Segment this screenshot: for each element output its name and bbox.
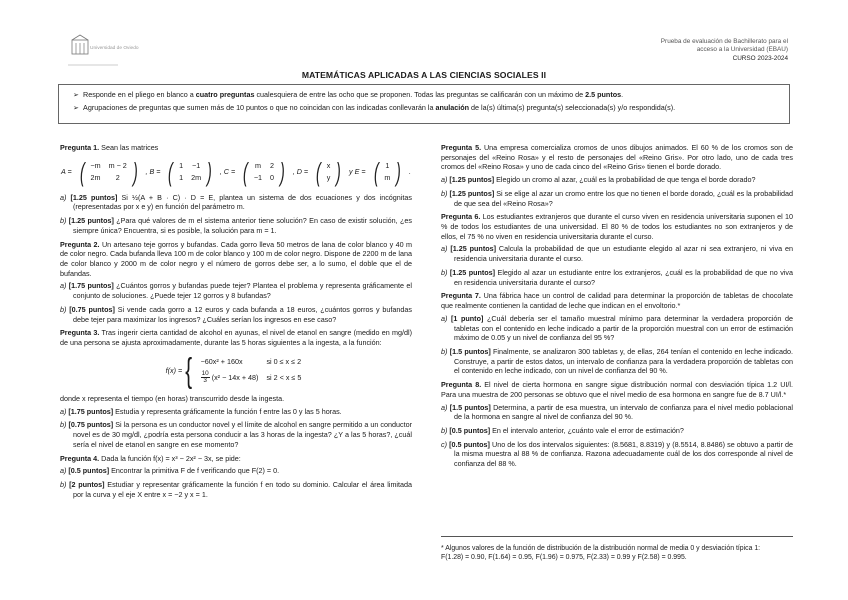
points-badge: [0.5 puntos]	[449, 439, 490, 449]
instruction-1-pre: Responde en el pliego en blanco a	[83, 90, 196, 99]
question-6-part-a	[441, 244, 793, 263]
question-5-intro: Una empresa comercializa cromos de unos dibujos animados. El 60 % de los cromos son de personajes del «Reino Rosa» y el resto de personajes del «Reino Gris». Por otro lado, uno de cada tres cromos del «Reino Rosa» y uno de cada cinco del «Reino Gris» tienen el borde dorado.	[441, 143, 793, 172]
question-8-part-a	[441, 403, 793, 422]
points-badge: [2 puntos]	[69, 479, 105, 489]
question-8-part-b	[441, 426, 793, 436]
matrix-d: ( x y )	[316, 156, 342, 187]
instruction-1-mid: cualesquiera de entre las ocho que se proponen. Todas las preguntas se calificarán con un máximo de	[254, 90, 586, 99]
question-8-part-c	[441, 440, 793, 469]
question-4-part-a	[60, 466, 412, 476]
question-2-heading: Pregunta 2.	[60, 239, 100, 249]
arrow-icon: ➢	[73, 102, 84, 112]
points-badge: [0.75 puntos]	[68, 420, 114, 430]
function-name: f(x) =	[165, 366, 183, 375]
matrix-b-cell: 1	[179, 172, 184, 182]
matrix-c: ( m 2 −1 0 )	[243, 156, 285, 187]
instruction-1-bold: cuatro preguntas	[195, 90, 255, 99]
matrix-b: ( 1 −1 1 2m )	[168, 156, 212, 187]
points-badge: [1.75 puntos]	[68, 281, 114, 291]
matrix-c-cell: 0	[270, 172, 275, 182]
institution-line-1: Prueba de evaluación de Bachillerato para el	[660, 38, 788, 45]
matrix-b-name: , B =	[145, 166, 161, 176]
matrix-a-name: A =	[61, 166, 72, 176]
question-7-part-a	[441, 314, 793, 343]
question-2	[60, 240, 412, 279]
question-7-part-b	[441, 347, 793, 376]
part-text: ¿Para qué valores de m el sistema anterior tiene solución? En caso de existir solución, ¿es siempre única? Encuentra, si es posible, la solución para m = 1.	[73, 216, 413, 235]
question-8-intro: El nivel de cierta hormona en sangre sigue distribución normal con desviación típica 1.2 UI/l. Para una muestra de 200 personas se obtuvo que el nivel medio de esa hormona en sangre fue de 8.7 UI/l.*	[441, 380, 793, 399]
part-text: Finalmente, se analizaron 300 tabletas y, de ellas, 264 tenían el contenido en leche indicado. Construye, a partir de estos datos, un intervalo de confianza para la verdadera proporción de tabletas con el contenido en leche indicado, con un nivel de confianza del 90 %.	[454, 346, 794, 376]
case-2-condition: si 2 < x ≤ 5	[266, 372, 302, 382]
function-cases	[196, 354, 307, 388]
matrix-e: ( 1 m )	[373, 156, 402, 187]
question-4	[60, 454, 412, 464]
points-badge: [0.5 puntos]	[449, 425, 491, 435]
points-badge: [1.25 puntos]	[449, 175, 495, 185]
question-6-intro: Los estudiantes extranjeros que durante el curso viven en residencia universitaria suponen el 10 % de todos los estudiantes de una universidad. El 80 % de todos los estudiantes no son extranjeros y de ellos, el 75 % no viven en residencia universitaria durante el curso.	[441, 212, 793, 241]
part-text: Estudiar y representar gráficamente la función f en todo su dominio. Calcular el área limitada por la curva y el eje X entre x = −2 y x = 1.	[73, 479, 413, 499]
case-2-expression: (x² − 14x + 48)	[211, 372, 259, 382]
part-label: a)	[441, 402, 448, 412]
question-5	[441, 143, 793, 172]
university-logo	[66, 34, 139, 68]
question-6	[441, 212, 793, 241]
instruction-1	[73, 90, 775, 100]
course-label: CURSO 2023-2024	[732, 54, 788, 62]
part-label: c)	[441, 439, 447, 449]
part-text: Estudia y representa gráficamente la función f entre las 0 y las 5 horas.	[113, 406, 342, 416]
instruction-2-post: de la(s) última(s) pregunta(s) seleccionada(s) y/o respondida(s).	[469, 102, 676, 112]
matrix-b-cell: 1	[179, 161, 184, 170]
question-5-heading: Pregunta 5.	[441, 143, 482, 152]
part-text: Calcula la probabilidad de que un estudiante elegido al azar ni sea extranjero, ni viva en residencia universitaria durante el curso.	[454, 244, 793, 264]
part-text: Si ½(A + B · C) · D = E, plantea un sistema de dos ecuaciones y dos incógnitas (representadas por x e y) en función del parámetro m.	[73, 192, 412, 212]
points-badge: [0.5 puntos]	[68, 466, 110, 476]
question-8	[441, 380, 793, 399]
part-text: Si vende cada gorro a 12 euros y cada bufanda a 18 euros, ¿cuántos gorros y bufandas debe tejer para maximizar los ingresos? ¿Cuáles serían los ingresos en ese caso?	[73, 304, 412, 324]
right-column	[441, 143, 793, 473]
points-badge: [1.75 puntos]	[68, 406, 114, 416]
fraction	[201, 371, 210, 385]
instruction-2-pre: Agrupaciones de preguntas que sumen más de 10 puntos o que no coincidan con las indicadas conllevarán la	[83, 102, 436, 112]
question-5-part-a	[441, 175, 793, 185]
fraction-numerator: 10	[201, 369, 209, 377]
question-1-intro: Sean las matrices	[101, 143, 159, 152]
instruction-1-post: .	[621, 90, 624, 99]
question-1	[60, 143, 412, 153]
part-text: Si la persona es un conductor novel y el límite de alcohol en sangre permitido a un conductor novel es de 30 mg/dl, ¿podría esta persona conducir a las 3 horas de la ingesta? ¿Y a las 5 horas?, ¿cuál sería el nivel de etanol en sangre en ese momento?	[73, 420, 412, 449]
matrices-row	[60, 156, 412, 187]
points-badge: [1.25 puntos]	[449, 267, 496, 277]
matrix-c-cell: m	[254, 161, 261, 170]
question-4-intro: Dada la función f(x) = x³ − 2x² − 3x, se pide:	[99, 453, 241, 463]
matrix-a-cell: m − 2	[108, 161, 127, 170]
part-label: a)	[441, 244, 448, 254]
matrix-b-cell: −1	[192, 161, 201, 170]
matrix-d-cell: y	[326, 172, 331, 182]
question-3-part-b	[60, 420, 412, 449]
question-3-heading: Pregunta 3.	[60, 328, 100, 338]
question-6-heading: Pregunta 6.	[441, 212, 481, 222]
footnote-line-1: * Algunos valores de la función de distribución de la distribución normal de media 0 y desviación típica 1:	[441, 545, 761, 552]
part-label: b)	[60, 479, 67, 489]
part-label: b)	[441, 346, 448, 356]
matrix-e-cell: m	[384, 172, 391, 182]
part-label: b)	[441, 267, 448, 277]
matrix-a-cell: −m	[90, 161, 101, 170]
instruction-2-bold: anulación	[435, 102, 470, 112]
matrix-d-name: , D =	[292, 166, 309, 176]
part-label: b)	[441, 188, 448, 198]
points-badge: [0.75 puntos]	[69, 304, 115, 314]
points-badge: [1.5 puntos]	[449, 402, 491, 412]
part-label: a)	[441, 313, 448, 323]
question-1-part-b	[60, 216, 412, 235]
matrix-e-name: y E =	[349, 166, 366, 176]
points-badge: [1.25 puntos]	[70, 192, 118, 202]
points-badge: [1.5 puntos]	[449, 346, 491, 356]
part-text: Uno de los dos intervalos siguientes: (8.5681, 8.8319) y (8.5514, 8.8486) se obtuvo a partir de la misma muestra al 88 % de confianza. Razona adecuadamente cuál de los dos corresponde al nivel de confianza del 88 %.	[454, 439, 794, 469]
question-3	[60, 328, 412, 347]
question-3-intro: Tras ingerir cierta cantidad de alcohol en ayunas, el nivel de etanol en sangre (medido en mg/dl) de una persona se ajusta aproximadamente, durante las 5 horas siguientes a la ingesta, a la función:	[60, 328, 412, 348]
part-label: b)	[60, 304, 67, 314]
question-3-part-a	[60, 407, 412, 417]
brace-icon: {	[185, 351, 193, 390]
points-badge: [1 punto]	[451, 313, 484, 323]
question-2-part-b	[60, 305, 412, 324]
matrix-d-cell: x	[326, 161, 331, 170]
question-2-part-a	[60, 281, 412, 300]
case-1-expression: −60x² + 160x	[200, 356, 243, 366]
matrix-e-cell: 1	[385, 161, 390, 170]
part-text: ¿Cuál debería ser el tamaño muestral mínimo para determinar la verdadera proporción de tabletas con el contenido en leche indicado a partir de la proporción muestral con un error de estimación máximo de 0.05 y un nivel de confianza del 95 %?	[454, 313, 794, 343]
footnote	[441, 544, 793, 563]
part-label: b)	[441, 425, 448, 435]
part-label: a)	[60, 281, 67, 291]
arrow-icon: ➢	[73, 90, 84, 99]
exam-meta	[638, 38, 788, 63]
part-text: Encontrar la primitiva F de f verificando que F(2) = 0.	[109, 466, 280, 476]
page-title: MATEMÁTICAS APLICADAS A LAS CIENCIAS SOCIALES II	[301, 70, 547, 80]
part-label: a)	[60, 406, 67, 416]
matrix-c-name: , C =	[219, 166, 236, 176]
part-text: Elegido al azar un estudiante entre los extranjeros, ¿cuál es la probabilidad de que no viva en residencia universitaria durante el curso?	[454, 267, 793, 287]
question-6-part-b	[441, 268, 793, 287]
points-badge: [1.25 puntos]	[449, 188, 495, 198]
points-badge: [1.25 puntos]	[450, 244, 496, 254]
part-label: a)	[60, 466, 67, 476]
question-4-heading: Pregunta 4.	[60, 453, 100, 463]
question-7	[441, 291, 793, 310]
question-2-intro: Un artesano teje gorros y bufandas. Cada gorro lleva 50 metros de lana de color blanco y 40 m de color negro. Cada bufanda lleva 100 m de color blanco y 100 m de color negro. Dispone de 2200 m de lana de color blanco y 2000 m de color negro y el número de gorros debe ser, a lo sumo, el doble que el de bufandas.	[60, 239, 413, 278]
part-label: b)	[60, 216, 67, 226]
part-text: En el intervalo anterior, ¿cuánto vale el error de estimación?	[490, 425, 684, 435]
part-text: Si se elige al azar un cromo entre los que no tienen el borde dorado, ¿cuál es la probabilidad de que sea del «Reino Rosa»?	[454, 188, 793, 208]
question-8-heading: Pregunta 8.	[441, 380, 482, 390]
question-1-heading: Pregunta 1.	[60, 143, 100, 152]
question-3-after: donde x representa el tiempo (en horas) transcurrido desde la ingesta.	[60, 393, 285, 403]
part-text: Determina, a partir de esa muestra, un intervalo de confianza para el nivel medio poblacional de la hormona en sangre al nivel de confianza del 90 %.	[454, 402, 794, 422]
matrix-a-cell: 2m	[90, 172, 101, 182]
fraction-denominator: 3	[203, 377, 207, 385]
matrices-end: .	[408, 166, 411, 176]
points-badge: [1.25 puntos]	[68, 216, 114, 226]
part-text: ¿Cuántos gorros y bufandas puede tejer? Plantea el problema y representa gráficamente el conjunto de soluciones. ¿Puede tejer 12 gorros y 8 bufandas?	[73, 281, 412, 301]
question-7-heading: Pregunta 7.	[441, 291, 481, 301]
footnote-line-2: F(1.28) = 0.90, F(1.64) = 0.95, F(1.96) = 0.975, F(2.33) = 0.99 y F(2.58) = 0.995.	[441, 554, 687, 562]
logo-text: Universidad de Oviedo	[90, 46, 139, 51]
institution-line-2: acceso a la Universidad (EBAU)	[696, 46, 788, 54]
question-5-part-b	[441, 189, 793, 208]
question-1-part-a	[60, 193, 412, 212]
instructions-box	[58, 84, 790, 124]
question-7-intro: Una fábrica hace un control de calidad para determinar la proporción de tabletas de chocolate que realmente contienen la cantidad de leche que indican en el envoltorio.*	[441, 291, 793, 311]
part-text: Elegido un cromo al azar, ¿cuál es la probabilidad de que tenga el borde dorado?	[494, 175, 756, 185]
matrix-c-cell: 2	[270, 161, 275, 170]
piecewise-function	[60, 351, 412, 390]
matrix-c-cell: −1	[253, 172, 263, 182]
part-label: a)	[441, 175, 448, 185]
footnote-divider	[441, 536, 793, 537]
matrix-a-cell: 2	[115, 172, 120, 182]
question-4-part-b	[60, 480, 412, 499]
instruction-2	[73, 103, 775, 113]
case-1-condition: si 0 ≤ x ≤ 2	[266, 356, 302, 366]
left-column	[60, 143, 412, 503]
matrix-a: ( −m m − 2 2m 2 )	[79, 156, 138, 187]
part-label: b)	[60, 420, 67, 430]
part-label: a)	[60, 192, 67, 202]
instruction-1-bold2: 2.5 puntos	[585, 90, 622, 99]
matrix-b-cell: 2m	[191, 172, 202, 182]
